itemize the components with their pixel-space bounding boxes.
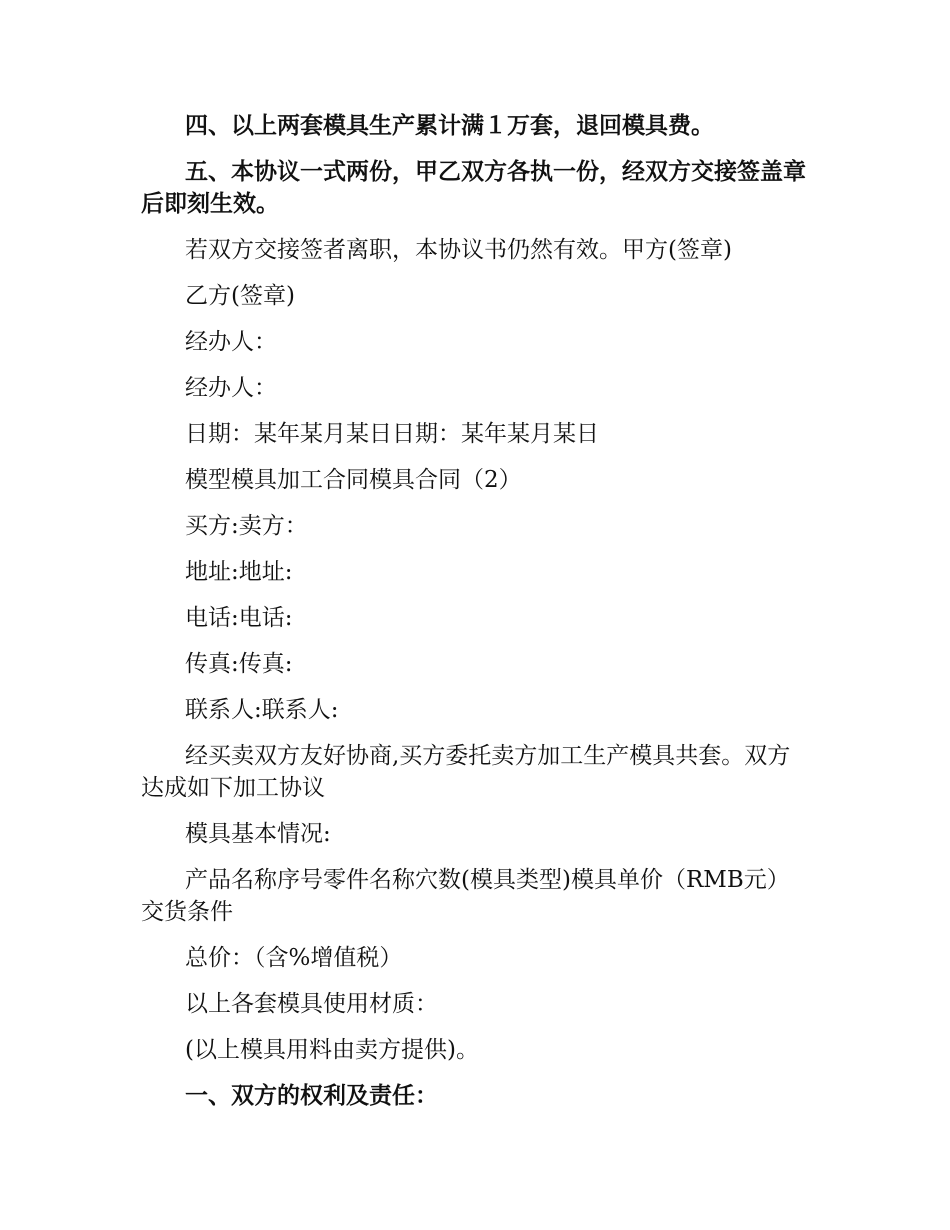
- paragraph-product-columns: 产品名称序号零件名称穴数(模具类型)模具单价（RMB元）交货条件: [141, 867, 790, 925]
- document-body: [141, 110, 811, 1126]
- paragraph-materials: 以上各套模具使用材质：: [185, 991, 438, 1017]
- paragraph-agreement-intro: 经买卖双方友好协商,买方委托卖方加工生产模具共套。双方达成如下加工协议: [141, 743, 791, 801]
- paragraph-phone: 电话:电话:: [185, 605, 293, 631]
- paragraph-handler-2: 经办人：: [185, 375, 277, 401]
- paragraph-contact: 联系人:联系人:: [185, 697, 339, 723]
- paragraph-mold-basics: 模具基本情况:: [185, 821, 331, 847]
- paragraph-clause-4: 四、以上两套模具生产累计满１万套，退回模具费。: [185, 113, 714, 139]
- paragraph-total-price: 总价：（含%增值税）: [185, 945, 403, 971]
- paragraph-party-b-seal: 乙方(签章): [185, 283, 295, 309]
- paragraph-dates: 日期：某年某月某日日期：某年某月某日: [185, 421, 599, 447]
- paragraph-contract-title: 模型模具加工合同模具合同（2）: [185, 467, 522, 493]
- paragraph-clause-5: 五、本协议一式两份，甲乙双方各执一份，经双方交接签盖章后即刻生效。: [141, 159, 806, 217]
- paragraph-validity: 若双方交接签者离职，本协议书仍然有效。甲方(签章): [185, 237, 732, 263]
- paragraph-handler-1: 经办人：: [185, 329, 277, 355]
- paragraph-fax: 传真:传真:: [185, 651, 293, 677]
- paragraph-material-supplier: (以上模具用料由卖方提供)。: [185, 1037, 479, 1063]
- paragraph-address: 地址:地址:: [185, 559, 293, 585]
- paragraph-section-1-heading: 一、双方的权利及责任：: [185, 1083, 438, 1109]
- paragraph-buyer-seller: 买方:卖方：: [185, 513, 308, 539]
